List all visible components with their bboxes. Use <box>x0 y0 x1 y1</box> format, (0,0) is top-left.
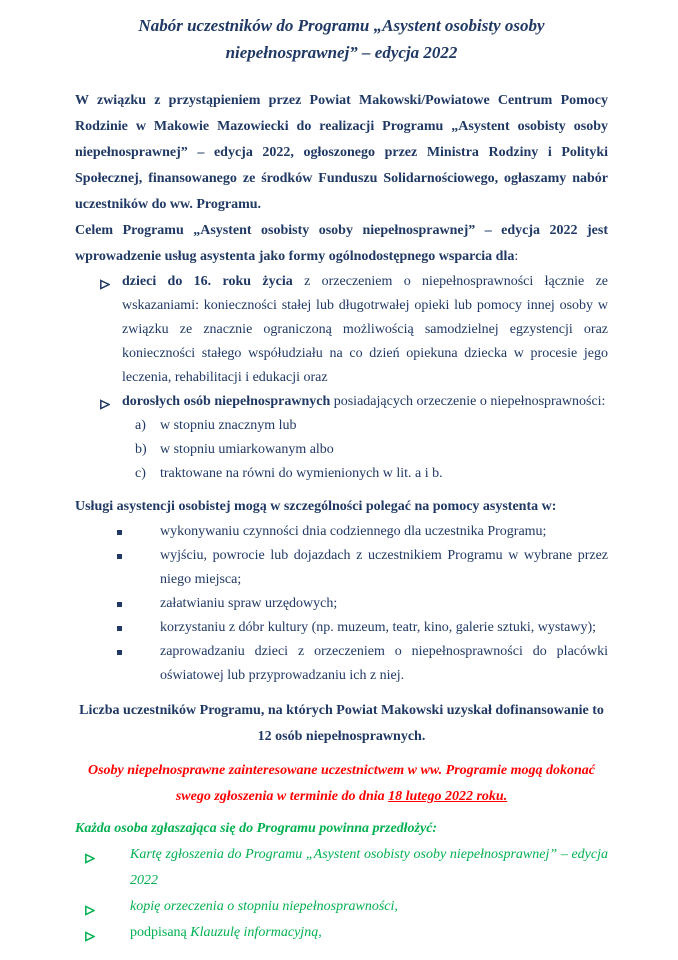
target-group-rest: posiadających orzeczenie o niepełnosprawności: <box>330 394 606 409</box>
target-group-lead: dzieci do 16. roku życia <box>122 274 293 289</box>
services-section <box>75 494 608 688</box>
goal-colon: : <box>514 249 519 264</box>
funding-note: Liczba uczestników Programu, na których Powiat Makowski uzyskał dofinansowanie to 12 osób niepełnosprawnych. <box>79 703 604 744</box>
service-item <box>75 592 608 616</box>
bullet-arrow-icon <box>85 926 95 952</box>
target-group-rest: z orzeczeniem o niepełnosprawności łącznie ze wskazaniami: konieczności stałej lub długotrwałej opieki lub pomocy innej osoby w związku ze znacznie ograniczoną możliwością samodzielnej egzystencji oraz konieczności stałego współudziału na co dzień opiekuna dziecka w procesie jego leczenia, rehabilitacji i edukacji oraz <box>122 274 609 385</box>
bullet-arrow-icon <box>100 275 110 299</box>
bullet-square-icon <box>117 554 122 559</box>
list-marker: b) <box>135 442 147 457</box>
requirement-prefix: podpisaną <box>130 925 191 940</box>
deadline-notice <box>75 758 608 810</box>
service-item-text: korzystaniu z dóbr kultury (np. muzeum, teatr, kino, galerie sztuki, wystawy); <box>160 620 597 635</box>
title-line-2: niepełnosprawnej” – edycja 2022 <box>225 43 458 62</box>
requirement-text: Klauzulę informacyjną, <box>190 925 322 940</box>
bullet-square-icon <box>117 530 122 535</box>
requirement-item <box>75 894 608 920</box>
requirement-item <box>75 920 608 946</box>
service-item-text: zaprowadzaniu dzieci z orzeczeniem o niepełnosprawności do placówki oświatowej lub przyprowadzaniu ich z niej. <box>160 644 608 683</box>
service-item <box>75 616 608 640</box>
intro-paragraph: W związku z przystąpieniem przez Powiat Makowski/Powiatowe Centrum Pomocy Rodzinie w Makowie Mazowiecki do realizacji Programu „Asystent osobisty osoby niepełnosprawnej” – edycja 2022, ogłoszonego przez Ministra Rodziny i Polityki Społecznej, finansowanego ze środków Funduszu Solidarnościowego, ogłaszamy nabór uczestników do ww. Programu. <box>75 93 608 212</box>
requirement-text: kopię orzeczenia o stopniu niepełnosprawności, <box>130 899 398 914</box>
bullet-square-icon <box>117 602 122 607</box>
target-group-lead: dorosłych osób niepełnosprawnych <box>122 394 331 409</box>
list-item-degree-c <box>75 462 608 486</box>
requirement-item <box>75 842 608 894</box>
bullet-square-icon <box>117 626 122 631</box>
target-group-item-adults <box>75 390 608 414</box>
list-item-text: w stopniu znacznym lub <box>160 418 297 433</box>
service-item-text: wyjściu, powrocie lub dojazdach z uczestnikiem Programu w wybrane przez niego miejsca; <box>160 548 608 587</box>
deadline-date: 18 lutego 2022 roku. <box>388 789 508 804</box>
requirements-heading: Każda osoba zgłaszająca się do Programu powinna przedłożyć: <box>75 821 438 836</box>
service-item-text: wykonywaniu czynności dnia codziennego dla uczestnika Programu; <box>160 524 547 539</box>
bullet-arrow-icon <box>85 848 95 874</box>
title-line-1: Nabór uczestników do Programu „Asystent osobisty osoby <box>138 16 545 35</box>
document-title <box>75 12 608 66</box>
list-item-text: w stopniu umiarkowanym albo <box>160 442 334 457</box>
disability-degree-list <box>75 414 608 486</box>
bullet-square-icon <box>117 650 122 655</box>
goal-text: Celem Programu „Asystent osobisty osoby niepełnosprawnej” – edycja 2022 jest wprowadzenie usług asystenta jako formy ogólnodostępnego wsparcia dla <box>75 223 608 264</box>
requirement-text: Kartę zgłoszenia do Programu „Asystent osobisty osoby niepełnosprawnej” – edycja 2022 <box>130 847 608 888</box>
list-item-degree-a <box>75 414 608 438</box>
service-item <box>75 544 608 592</box>
service-item <box>75 640 608 688</box>
list-marker: c) <box>135 466 146 481</box>
deadline-text: Osoby niepełnosprawne zainteresowane uczestnictwem w ww. Programie mogą dokonać swego zgłoszenia w terminie do dnia <box>87 763 595 804</box>
goal-paragraph <box>75 218 608 270</box>
services-heading: Usługi asystencji osobistej mogą w szczególności polegać na pomocy asystenta w: <box>75 499 557 514</box>
list-marker: a) <box>135 418 146 433</box>
list-item-text: traktowane na równi do wymienionych w lit. a i b. <box>160 466 443 481</box>
target-group-item-children <box>75 270 608 390</box>
list-item-degree-b <box>75 438 608 462</box>
service-item <box>75 520 608 544</box>
service-item-text: załatwianiu spraw urzędowych; <box>160 596 338 611</box>
